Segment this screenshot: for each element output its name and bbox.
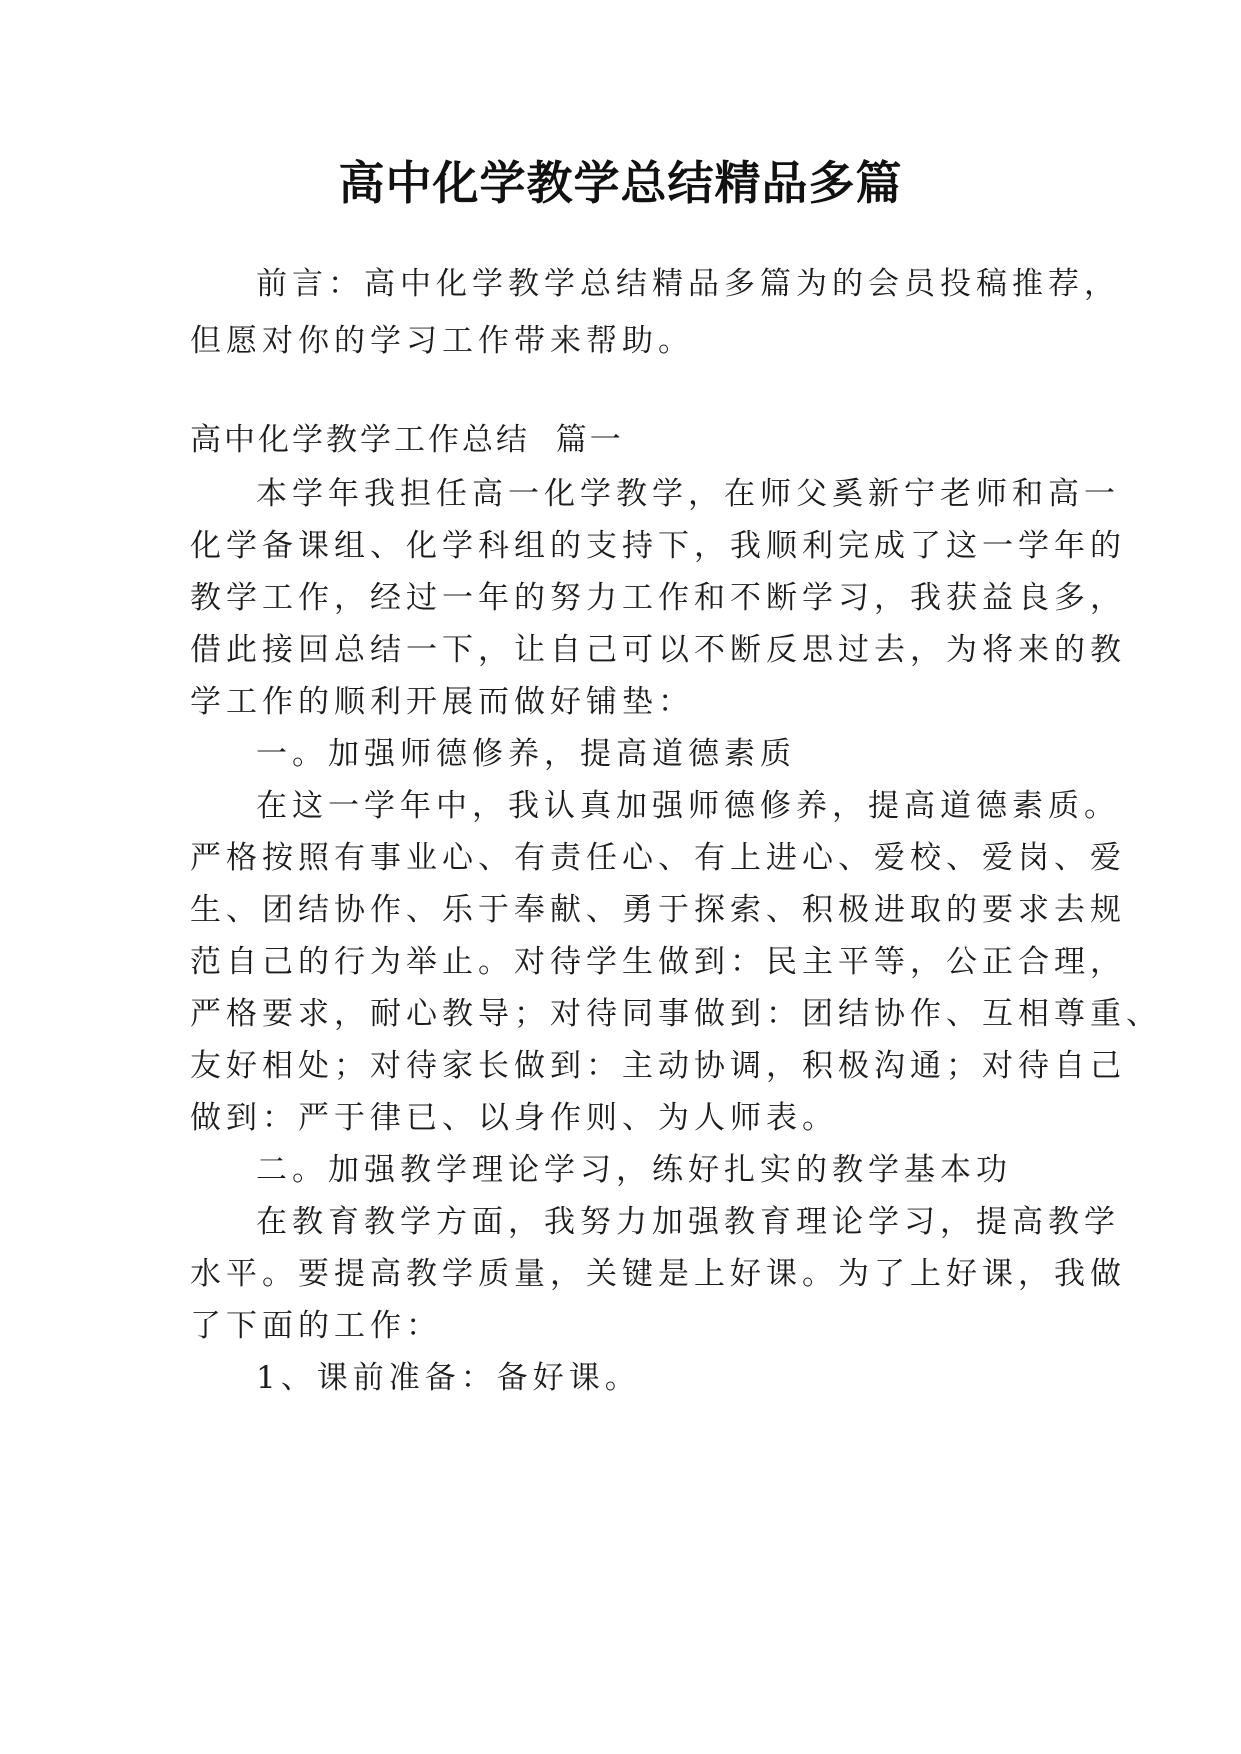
document-title: 高中化学教学总结精品多篇 xyxy=(338,156,903,210)
heading-1: 一。加强师德修养，提高道德素质 xyxy=(256,736,796,772)
para2-line-4: 范自己的行为举止。对待学生做到：民主平等，公正合理， xyxy=(190,944,1126,980)
para1-line-3: 教学工作，经过一年的努力工作和不断学习，我获益良多， xyxy=(190,580,1126,616)
para1-line-5: 学工作的顺利开展而做好铺垫： xyxy=(190,684,694,720)
para1-line-1: 本学年我担任高一化学教学，在师父奚新宁老师和高一 xyxy=(256,476,1120,512)
para2-line-1: 在这一学年中，我认真加强师德修养，提高道德素质。 xyxy=(256,788,1120,824)
para2-line-2: 严格按照有事业心、有责任心、有上进心、爱校、爱岗、爱 xyxy=(190,840,1126,876)
para2-line-7: 做到：严于律已、以身作则、为人师表。 xyxy=(190,1100,838,1136)
list-item-1: 1、课前准备：备好课。 xyxy=(256,1360,641,1396)
para1-line-2: 化学备课组、化学科组的支持下，我顺利完成了这一学年的 xyxy=(190,528,1126,564)
para2-line-6: 友好相处；对待家长做到：主动协调，积极沟通；对待自己 xyxy=(190,1048,1126,1084)
para3-line-3: 了下面的工作： xyxy=(190,1308,442,1344)
para3-line-2: 水平。要提高教学质量，关键是上好课。为了上好课，我做 xyxy=(190,1256,1126,1292)
preface-line-1: 前言：高中化学教学总结精品多篇为的会员投稿推荐， xyxy=(256,266,1120,302)
para1-line-4: 借此接回总结一下，让自己可以不断反思过去，为将来的教 xyxy=(190,632,1126,668)
heading-2: 二。加强教学理论学习，练好扎实的教学基本功 xyxy=(256,1152,1012,1188)
preface-line-2: 但愿对你的学习工作带来帮助。 xyxy=(190,323,694,359)
section-heading: 高中化学教学工作总结 篇一 xyxy=(190,422,624,458)
para3-line-1: 在教育教学方面，我努力加强教育理论学习，提高教学 xyxy=(256,1204,1120,1240)
para2-line-5: 严格要求，耐心教导；对待同事做到：团结协作、互相尊重、 xyxy=(190,996,1162,1032)
para2-line-3: 生、团结协作、乐于奉献、勇于探索、积极进取的要求去规 xyxy=(190,892,1126,928)
